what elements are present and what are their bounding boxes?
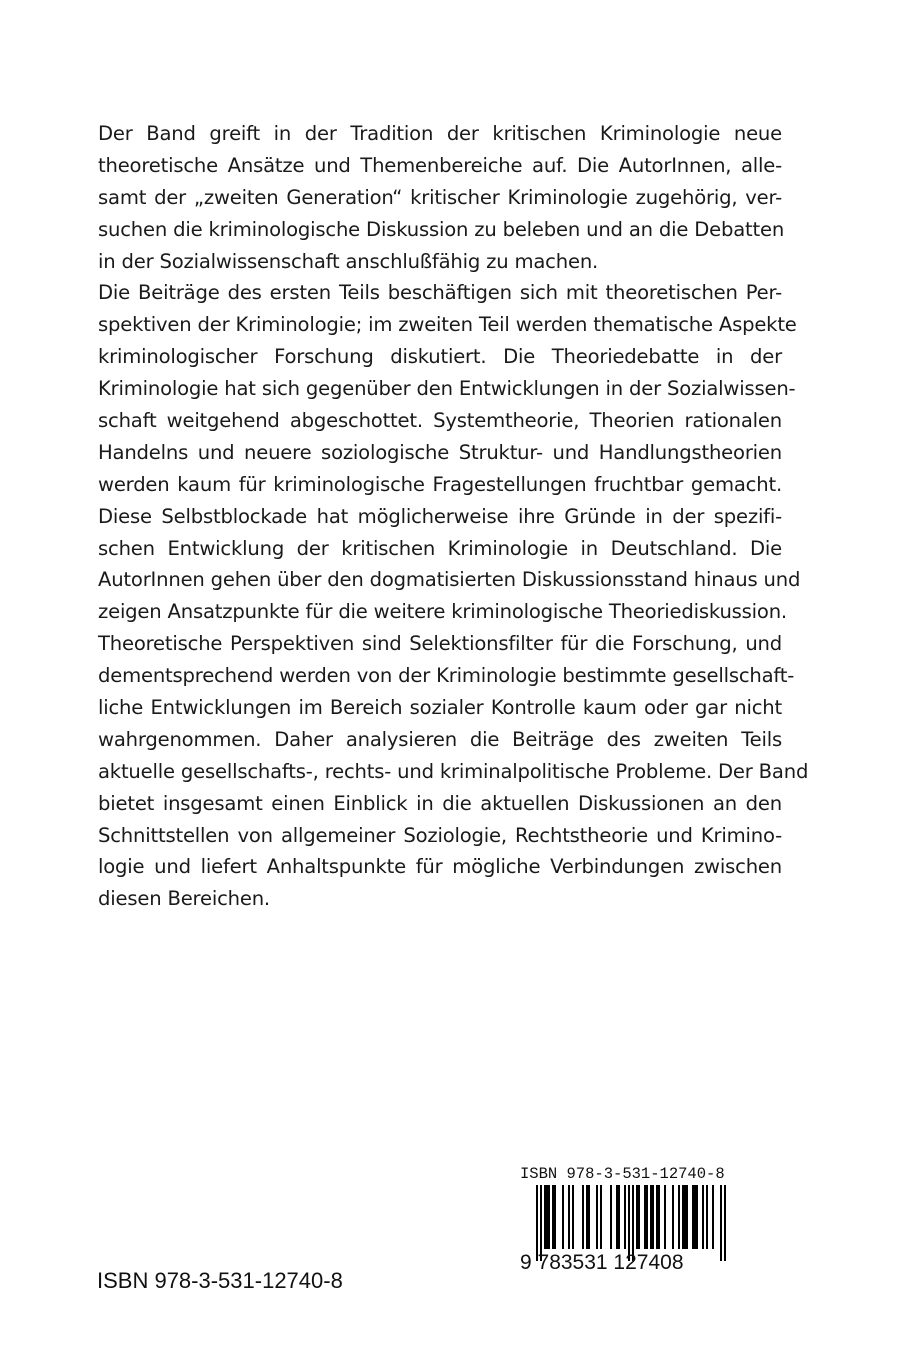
barcode-bar (664, 1185, 666, 1249)
barcode-bar (586, 1185, 588, 1249)
barcode-bar (706, 1185, 708, 1249)
blurb-line: Diese Selbstblockade hat möglicherweise ihre Gründe in der spezifi- (98, 504, 782, 528)
barcode-bar (686, 1185, 688, 1249)
blurb-line: Theoretische Perspektiven sind Selektionsfilter für die Forschung, und (98, 632, 782, 656)
barcode-bar (646, 1185, 648, 1249)
barcode-bar (552, 1185, 554, 1249)
blurb-line: werden kaum für kriminologische Fragestellungen fruchtbar gemacht. (98, 472, 782, 496)
barcode-bar (656, 1185, 658, 1249)
barcode-bar (540, 1185, 542, 1261)
blurb-line: Handelns und neuere soziologische Struktur- und Handlungstheorien (98, 440, 782, 464)
barcode-bar (588, 1185, 590, 1249)
barcode-bar (678, 1185, 680, 1249)
barcode-bar (636, 1185, 638, 1249)
barcode-bar (632, 1185, 634, 1261)
blurb-line: Die Beiträge des ersten Teils beschäftigen sich mit theoretischen Per- (98, 281, 782, 305)
blurb-line: schaft weitgehend abgeschottet. Systemtheorie, Theorien rationalen (98, 409, 782, 433)
blurb-line: AutorInnen gehen über den dogmatisierten Diskussionsstand hinaus und (98, 568, 801, 592)
blurb-line: logie und liefert Anhaltspunkte für mögliche Verbindungen zwischen (98, 855, 782, 879)
footer-isbn: ISBN 978-3-531-12740-8 (97, 1268, 343, 1293)
barcode-bar (616, 1185, 618, 1249)
barcode-bar (610, 1185, 612, 1249)
blurb-line: zeigen Ansatzpunkte für die weitere kriminologische Theoriediskussion. (98, 600, 787, 624)
blurb-line: in der Sozialwissenschaft anschlußfähig zu machen. (98, 249, 599, 273)
barcode-isbn-label: ISBN 978-3-531-12740-8 (520, 1165, 725, 1183)
barcode-bar (672, 1185, 674, 1249)
blurb-line: Der Band greift in der Tradition der kritischen Kriminologie neue (98, 122, 782, 145)
blurb-line: Schnittstellen von allgemeiner Soziologie, Rechtstheorie und Krimino- (98, 823, 782, 847)
blurb-line: spektiven der Kriminologie; im zweiten Teil werden thematische Aspekte (98, 313, 797, 337)
blurb-line: dementsprechend werden von der Kriminologie bestimmte gesellschaft- (98, 664, 795, 688)
barcode-bar (628, 1185, 630, 1261)
barcode-bar (692, 1185, 694, 1249)
blurb-line: samt der „zweiten Generation“ kritischer Kriminologie zugehörig, ver- (98, 185, 782, 209)
barcode-bar (554, 1185, 556, 1249)
barcode-bar (682, 1185, 684, 1249)
barcode-bar (572, 1185, 574, 1249)
barcode-bar (618, 1185, 620, 1249)
back-cover-blurb (98, 118, 809, 915)
barcode-bar (696, 1185, 698, 1249)
barcode-bar (546, 1185, 548, 1249)
barcode-bar (536, 1185, 538, 1261)
blurb-line: kriminologischer Forschung diskutiert. Die Theoriedebatte in der (98, 345, 782, 369)
barcode-bar (644, 1185, 646, 1249)
blurb-line: bietet insgesamt einen Einblick in die aktuellen Diskussionen an den (98, 791, 782, 815)
barcode-bar (724, 1185, 726, 1261)
barcode-bar (568, 1185, 570, 1249)
barcode-bar (694, 1185, 696, 1249)
barcode-bar (702, 1185, 704, 1249)
blurb-line: diesen Bereichen. (98, 887, 270, 911)
barcode-bar (684, 1185, 686, 1249)
blurb-line: schen Entwicklung der kritischen Kriminologie in Deutschland. Die (98, 536, 782, 560)
barcode-bar (652, 1185, 654, 1249)
blurb-line: liche Entwicklungen im Bereich sozialer Kontrolle kaum oder gar nicht (98, 696, 782, 720)
barcode-bar (562, 1185, 564, 1249)
barcode-bar (720, 1185, 722, 1261)
barcode-bar (658, 1185, 660, 1249)
barcode-bar (600, 1185, 602, 1249)
blurb-line: Kriminologie hat sich gegenüber den Entwicklungen in der Sozialwissen- (98, 377, 796, 401)
barcode-bar (624, 1185, 626, 1249)
blurb-line: suchen die kriminologische Diskussion zu beleben und an die Debatten (98, 217, 785, 241)
blurb-line: wahrgenommen. Daher analysieren die Beiträge des zweiten Teils (98, 727, 782, 751)
barcode-bar (638, 1185, 640, 1249)
barcode-bar (544, 1185, 546, 1249)
barcode-bar (712, 1185, 714, 1249)
blurb-line: aktuelle gesellschafts-, rechts- und kriminalpolitische Probleme. Der Band (98, 759, 809, 783)
blurb-line: theoretische Ansätze und Themenbereiche auf. Die AutorInnen, alle- (98, 153, 782, 177)
barcode-bar (548, 1185, 550, 1249)
barcode-bar (596, 1185, 598, 1249)
barcode-bar (650, 1185, 652, 1249)
barcode-digits: 9 783531 127408 (520, 1251, 684, 1274)
barcode-bar (582, 1185, 584, 1249)
